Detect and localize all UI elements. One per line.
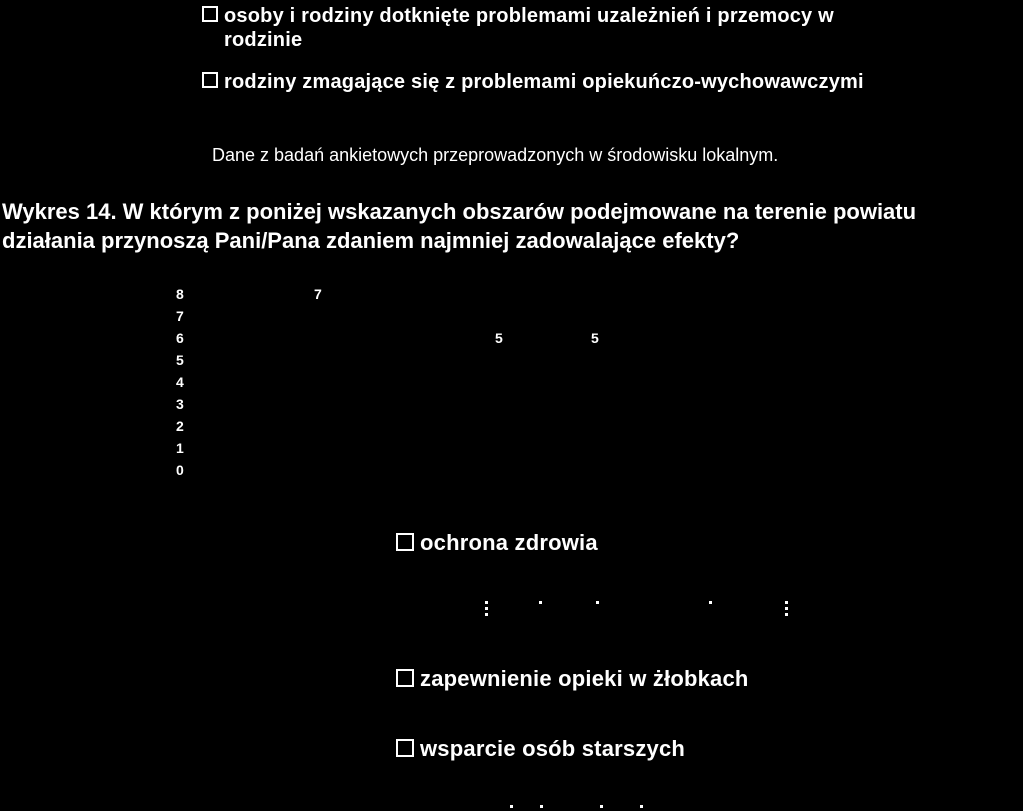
chart-title-line1: Wykres 14. W którym z poniżej wskazanych obszarów podejmowane na terenie powiatu [2,199,917,224]
legend-label: zapewnienie opieki w żłobkach [420,666,749,691]
legend-label: wsparcie osób starszych [420,736,686,761]
chart-title-line2: działania przynoszą Pani/Pana zdaniem najmniej zadowalające efekty? [2,228,740,253]
legend-swatch-icon [396,533,414,551]
legend-label: rodziny zmagające się z problemami opiekuńczo-wychowawczymi [224,71,864,93]
y-tick-label: 7 [176,308,184,324]
y-tick-label: 4 [176,374,184,390]
source-note: Dane z badań ankietowych przeprowadzonych w środowisku lokalnym. [212,145,779,165]
legend-label: ochrona zdrowia [420,530,598,555]
bar-value-label: 5 [591,330,599,346]
y-tick-label: 1 [176,440,184,456]
legend-item-health [396,530,598,556]
legend-item-nursery [396,666,749,692]
y-tick-label: 3 [176,396,184,412]
y-tick-label: 8 [176,286,184,302]
legend-label-line2: rodzinie [224,29,303,51]
y-tick-label: 0 [176,462,184,478]
legend-item-addiction [202,4,834,52]
legend-item-care-education [202,70,864,94]
bar-value-label: 5 [495,330,503,346]
legend-swatch-icon [202,6,218,22]
legend-swatch-icon [396,739,414,757]
y-axis [176,283,184,481]
legend-swatch-icon [202,72,218,88]
legend-label-line1: osoby i rodziny dotknięte problemami uzależnień i przemocy w [224,5,834,27]
legend-swatch-icon [396,669,414,687]
y-tick-label: 6 [176,330,184,346]
y-tick-label: 2 [176,418,184,434]
bar-value-label: 7 [314,286,322,302]
legend-item-elderly [396,736,685,762]
y-tick-label: 5 [176,352,184,368]
